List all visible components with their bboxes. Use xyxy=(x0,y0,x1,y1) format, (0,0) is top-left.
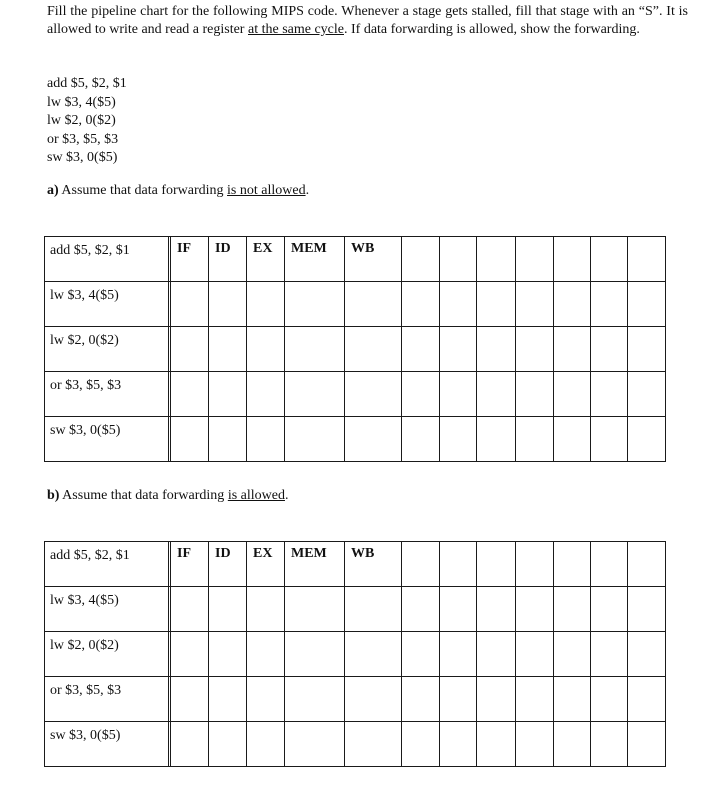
empty-cell[interactable] xyxy=(171,282,209,327)
empty-cell[interactable] xyxy=(345,632,402,677)
question-b-text: Assume that data forwarding xyxy=(59,488,228,503)
stage-cell[interactable]: EX xyxy=(247,237,285,282)
table-row xyxy=(45,327,666,372)
empty-cell[interactable] xyxy=(440,372,477,417)
empty-cell[interactable] xyxy=(516,677,554,722)
empty-cell[interactable] xyxy=(171,632,209,677)
empty-cell[interactable] xyxy=(345,327,402,372)
empty-cell[interactable] xyxy=(477,417,516,462)
empty-cell[interactable] xyxy=(554,237,591,282)
empty-cell[interactable] xyxy=(591,587,628,632)
empty-cell[interactable] xyxy=(554,327,591,372)
instruction-cell: add $5, $2, $1 xyxy=(45,542,169,587)
empty-cell[interactable] xyxy=(247,722,285,767)
empty-cell[interactable] xyxy=(285,632,345,677)
empty-cell[interactable] xyxy=(247,587,285,632)
empty-cell[interactable] xyxy=(516,237,554,282)
empty-cell[interactable] xyxy=(402,282,440,327)
instructions-underlined: at the same cycle xyxy=(247,22,344,37)
empty-cell[interactable] xyxy=(591,722,628,767)
empty-cell[interactable] xyxy=(285,677,345,722)
empty-cell[interactable] xyxy=(591,282,628,327)
instruction-cell: lw $2, 0($2) xyxy=(45,632,169,677)
code-line: add $5, $2, $1 xyxy=(47,76,127,91)
empty-cell[interactable] xyxy=(440,237,477,282)
empty-cell[interactable] xyxy=(171,677,209,722)
empty-cell[interactable] xyxy=(628,282,666,327)
empty-cell[interactable] xyxy=(477,722,516,767)
instructions-text-end: . If data forwarding is allowed, show the forwarding. xyxy=(344,22,640,37)
code-line: lw $2, 0($2) xyxy=(47,113,116,128)
empty-cell[interactable] xyxy=(591,632,628,677)
empty-cell[interactable] xyxy=(402,237,440,282)
empty-cell[interactable] xyxy=(554,677,591,722)
code-line: sw $3, 0($5) xyxy=(47,150,118,165)
empty-cell[interactable] xyxy=(247,417,285,462)
empty-cell[interactable] xyxy=(628,327,666,372)
empty-cell[interactable] xyxy=(516,587,554,632)
empty-cell[interactable] xyxy=(345,372,402,417)
stage-cell[interactable]: WB xyxy=(345,542,402,587)
empty-cell[interactable] xyxy=(440,632,477,677)
question-a-text: Assume that data forwarding xyxy=(58,183,228,198)
empty-cell[interactable] xyxy=(171,587,209,632)
empty-cell[interactable] xyxy=(402,327,440,372)
empty-cell[interactable] xyxy=(591,372,628,417)
empty-cell[interactable] xyxy=(554,542,591,587)
table-row xyxy=(45,632,666,677)
empty-cell[interactable] xyxy=(477,677,516,722)
instruction-cell: add $5, $2, $1 xyxy=(45,237,169,282)
empty-cell[interactable] xyxy=(402,587,440,632)
empty-cell[interactable] xyxy=(345,417,402,462)
question-b-underlined: is allowed xyxy=(227,488,285,503)
empty-cell[interactable] xyxy=(591,327,628,372)
empty-cell[interactable] xyxy=(628,722,666,767)
empty-cell[interactable] xyxy=(402,542,440,587)
stage-cell[interactable]: EX xyxy=(247,542,285,587)
question-a xyxy=(47,183,309,199)
instruction-cell: lw $3, 4($5) xyxy=(45,282,169,327)
empty-cell[interactable] xyxy=(285,282,345,327)
empty-cell[interactable] xyxy=(171,417,209,462)
table-row xyxy=(45,237,666,282)
empty-cell[interactable] xyxy=(440,282,477,327)
table-row xyxy=(45,542,666,587)
empty-cell[interactable] xyxy=(247,282,285,327)
empty-cell[interactable] xyxy=(402,722,440,767)
empty-cell[interactable] xyxy=(440,327,477,372)
empty-cell[interactable] xyxy=(440,417,477,462)
empty-cell[interactable] xyxy=(345,282,402,327)
empty-cell[interactable] xyxy=(345,587,402,632)
empty-cell[interactable] xyxy=(477,327,516,372)
question-a-label: a) xyxy=(47,183,59,198)
empty-cell[interactable] xyxy=(516,372,554,417)
empty-cell[interactable] xyxy=(477,237,516,282)
empty-cell[interactable] xyxy=(628,587,666,632)
empty-cell[interactable] xyxy=(591,417,628,462)
instructions-paragraph xyxy=(47,3,688,39)
empty-cell[interactable] xyxy=(628,417,666,462)
stage-cell[interactable]: ID xyxy=(209,237,247,282)
empty-cell[interactable] xyxy=(516,327,554,372)
mips-code-block xyxy=(47,75,127,168)
code-line: or $3, $5, $3 xyxy=(47,131,119,147)
empty-cell[interactable] xyxy=(554,372,591,417)
empty-cell[interactable] xyxy=(591,237,628,282)
instruction-cell: sw $3, 0($5) xyxy=(45,722,169,767)
empty-cell[interactable] xyxy=(440,542,477,587)
empty-cell[interactable] xyxy=(171,372,209,417)
table-row xyxy=(45,587,666,632)
instruction-cell: or $3, $5, $3 xyxy=(45,677,169,722)
question-b-suffix: . xyxy=(284,488,289,503)
instruction-cell: or $3, $5, $3 xyxy=(45,372,169,417)
table-row xyxy=(45,282,666,327)
stage-cell[interactable]: WB xyxy=(345,237,402,282)
code-line: lw $3, 4($5) xyxy=(47,94,116,110)
empty-cell[interactable] xyxy=(628,372,666,417)
stage-cell[interactable]: MEM xyxy=(285,237,345,282)
empty-cell[interactable] xyxy=(209,722,247,767)
empty-cell[interactable] xyxy=(209,327,247,372)
empty-cell[interactable] xyxy=(516,542,554,587)
empty-cell[interactable] xyxy=(591,542,628,587)
table-row xyxy=(45,372,666,417)
empty-cell[interactable] xyxy=(628,542,666,587)
empty-cell[interactable] xyxy=(440,722,477,767)
empty-cell[interactable] xyxy=(285,417,345,462)
empty-cell[interactable] xyxy=(554,282,591,327)
stage-cell[interactable]: IF xyxy=(171,542,209,587)
empty-cell[interactable] xyxy=(209,632,247,677)
table-row xyxy=(45,417,666,462)
empty-cell[interactable] xyxy=(209,282,247,327)
empty-cell[interactable] xyxy=(591,677,628,722)
pipeline-table-b xyxy=(44,541,666,767)
question-a-underlined: is not allowed xyxy=(227,183,306,198)
empty-cell[interactable] xyxy=(516,722,554,767)
empty-cell[interactable] xyxy=(516,632,554,677)
empty-cell[interactable] xyxy=(440,677,477,722)
empty-cell[interactable] xyxy=(477,542,516,587)
empty-cell[interactable] xyxy=(171,722,209,767)
empty-cell[interactable] xyxy=(209,372,247,417)
empty-cell[interactable] xyxy=(402,372,440,417)
empty-cell[interactable] xyxy=(209,417,247,462)
empty-cell[interactable] xyxy=(554,417,591,462)
instruction-cell: sw $3, 0($5) xyxy=(45,417,169,462)
pipeline-table-a xyxy=(44,236,666,462)
question-a-suffix: . xyxy=(305,183,310,198)
instructions-text: Fill the pipeline chart for the following MIPS code. Whenever a stage gets stalled, fill that stage with an “S”. It is allowed to write and read a register xyxy=(47,4,688,37)
empty-cell[interactable] xyxy=(477,372,516,417)
empty-cell[interactable] xyxy=(477,282,516,327)
empty-cell[interactable] xyxy=(247,372,285,417)
empty-cell[interactable] xyxy=(285,372,345,417)
empty-cell[interactable] xyxy=(345,677,402,722)
empty-cell[interactable] xyxy=(345,722,402,767)
empty-cell[interactable] xyxy=(285,587,345,632)
empty-cell[interactable] xyxy=(554,587,591,632)
stage-cell[interactable]: MEM xyxy=(285,542,345,587)
empty-cell[interactable] xyxy=(285,722,345,767)
question-b-label: b) xyxy=(47,488,60,503)
empty-cell[interactable] xyxy=(402,677,440,722)
stage-cell[interactable]: IF xyxy=(171,237,209,282)
empty-cell[interactable] xyxy=(402,632,440,677)
empty-cell[interactable] xyxy=(247,632,285,677)
empty-cell[interactable] xyxy=(171,327,209,372)
table-row xyxy=(45,722,666,767)
empty-cell[interactable] xyxy=(628,237,666,282)
question-b xyxy=(47,488,288,504)
empty-cell[interactable] xyxy=(402,417,440,462)
empty-cell[interactable] xyxy=(516,282,554,327)
empty-cell[interactable] xyxy=(209,677,247,722)
stage-cell[interactable]: ID xyxy=(209,542,247,587)
empty-cell[interactable] xyxy=(477,632,516,677)
table-row xyxy=(45,677,666,722)
empty-cell[interactable] xyxy=(628,677,666,722)
instruction-cell: lw $2, 0($2) xyxy=(45,327,169,372)
empty-cell[interactable] xyxy=(477,587,516,632)
empty-cell[interactable] xyxy=(516,417,554,462)
empty-cell[interactable] xyxy=(247,677,285,722)
empty-cell[interactable] xyxy=(247,327,285,372)
empty-cell[interactable] xyxy=(628,632,666,677)
empty-cell[interactable] xyxy=(440,587,477,632)
empty-cell[interactable] xyxy=(209,587,247,632)
empty-cell[interactable] xyxy=(554,632,591,677)
instruction-cell: lw $3, 4($5) xyxy=(45,587,169,632)
empty-cell[interactable] xyxy=(285,327,345,372)
empty-cell[interactable] xyxy=(554,722,591,767)
